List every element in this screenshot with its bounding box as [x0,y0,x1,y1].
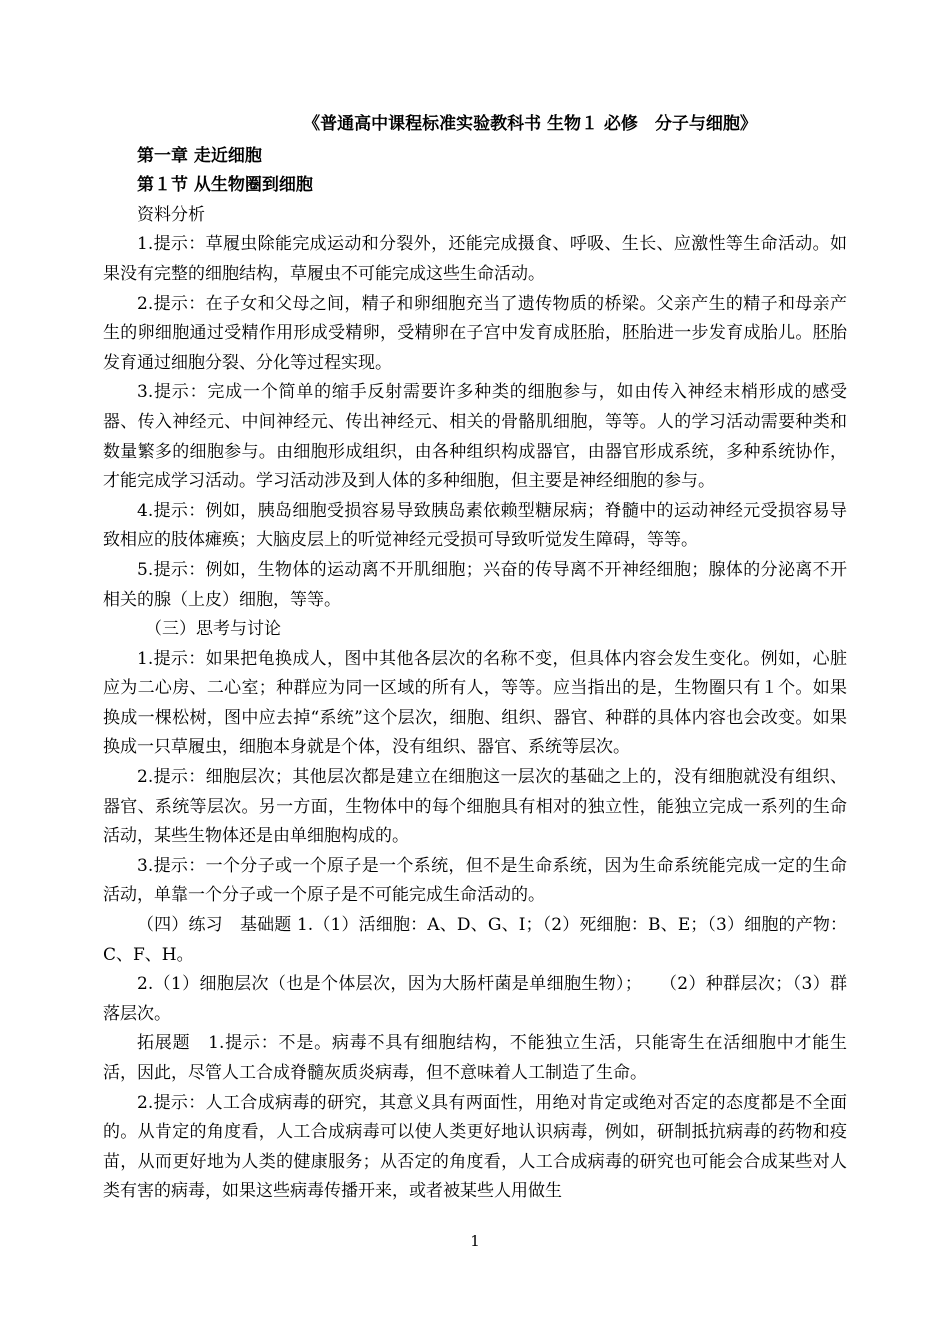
paragraph: 3.提示：一个分子或一个原子是一个系统，但不是生命系统，因为生命系统能完成一定的生命活动，单靠一个分子或一个原子是不可能完成生命活动的。 [103,855,847,906]
subheading-analysis: 资料分析 [137,204,205,225]
paragraph: 4.提示：例如，胰岛细胞受损容易导致胰岛素依赖型糖尿病；脊髓中的运动神经元受损容易导致相应的肢体瘫痪；大脑皮层上的听觉神经元受损可导致听觉发生障碍，等等。 [103,500,847,551]
subheading-discussion: （三）思考与讨论 [145,619,281,640]
paragraph: 2.提示：在子女和父母之间，精子和卵细胞充当了遗传物质的桥梁。父亲产生的精子和母亲产生的卵细胞通过受精作用形成受精卵，受精卵在子宫中发育成胚胎，胚胎进一步发育成胎儿。胚胎发育通过细胞分裂、分化等过程实现。 [103,293,847,373]
page-number: 1 [470,1232,480,1250]
document-title: 《普通高中课程标准实验教科书 生物１ 必修 分子与细胞》 [303,114,757,134]
paragraph: 5.提示：例如，生物体的运动离不开肌细胞；兴奋的传导离不开神经细胞；腺体的分泌离不开相关的腺（上皮）细胞，等等。 [103,559,847,610]
paragraph: 1.提示：草履虫除能完成运动和分裂外，还能完成摄食、呼吸、生长、应激性等生命活动。如果没有完整的细胞结构，草履虫不可能完成这些生命活动。 [103,234,847,284]
exercise-basic-1: （四）练习 基础题 1.（1）活细胞：A、D、G、I；（2）死细胞：B、E；（3）细胞的产物：C、F、H。 [103,915,847,965]
paragraph: 1.提示：如果把龟换成人，图中其他各层次的名称不变，但具体内容会发生变化。例如，心脏应为二心房、二心室；种群应为同一区域的所有人，等等。应当指出的是，生物圈只有１个。如果换成一棵松树，图中应去掉“系统”这个层次，细胞、组织、器官、种群的具体内容也会改变。如果换成一只草履虫，细胞本身就是个体，没有组织、器官、系统等层次。 [103,648,847,758]
extension-2: 2.提示：人工合成病毒的研究，其意义具有两面性，用绝对肯定或绝对否定的态度都是不全面的。从肯定的角度看，人工合成病毒可以使人类更好地认识病毒，例如，研制抵抗病毒的药物和疫苗，从而更好地为人类的健康服务；从否定的角度看，人工合成病毒的研究也可能会合成某些对人类有害的病毒，如果这些病毒传播开来，或者被某些人用做生 [103,1092,847,1202]
page-content [103,110,847,1207]
section-heading: 第１节 从生物圈到细胞 [137,175,313,196]
extension-1: 拓展题 1.提示：不是。病毒不具有细胞结构，不能独立生活，只能寄生在活细胞中才能生活，因此，尽管人工合成脊髓灰质炎病毒，但不意味着人工制造了生命。 [103,1033,847,1083]
paragraph: 3.提示：完成一个简单的缩手反射需要许多种类的细胞参与，如由传入神经末梢形成的感受器、传入神经元、中间神经元、传出神经元、相关的骨骼肌细胞，等等。人的学习活动需要种类和数量繁多的细胞参与。由细胞形成组织，由各种组织构成器官，由器官形成系统，多种系统协作，才能完成学习活动。学习活动涉及到人体的多种细胞，但主要是神经细胞的参与。 [103,382,847,492]
exercise-basic-2: 2.（1）细胞层次（也是个体层次，因为大肠杆菌是单细胞生物）； （2）种群层次；（3）群落层次。 [103,974,847,1024]
chapter-heading: 第一章 走近细胞 [137,145,262,166]
paragraph: 2.提示：细胞层次；其他层次都是建立在细胞这一层次的基础之上的，没有细胞就没有组织、器官、系统等层次。另一方面，生物体中的每个细胞具有相对的独立性，能独立完成一系列的生命活动，某些生物体还是由单细胞构成的。 [103,767,847,847]
